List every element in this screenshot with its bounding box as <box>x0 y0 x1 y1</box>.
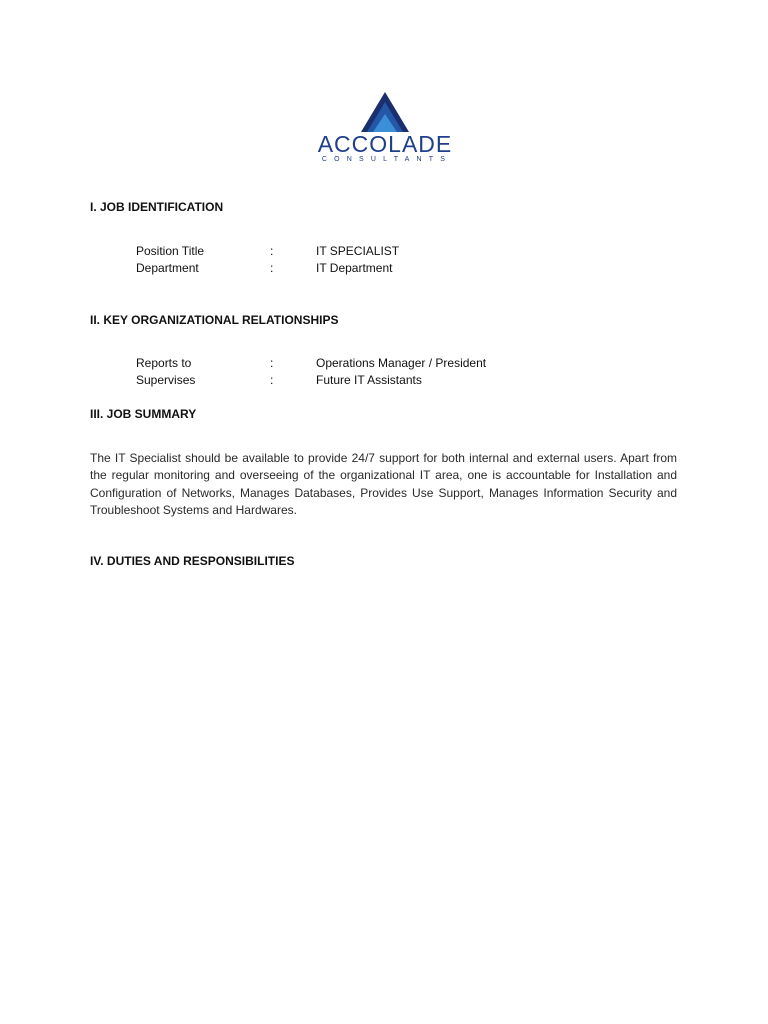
job-summary-paragraph: The IT Specialist should be available to provide 24/7 support for both internal and external users. Apart from the regular monitoring and overseeing of the organizational IT area, one is accountable for Installation and Configuration of Networks, Manages Databases, Provides Use Support, Manages Information Security and Troubleshoot Systems and Hardwares. <box>90 451 677 517</box>
field-row-reports-to <box>136 356 656 370</box>
logo-subtitle: CONSULTANTS <box>321 156 453 163</box>
field-value: Operations Manager / President <box>316 356 487 370</box>
field-label: Department <box>136 261 199 275</box>
field-value: IT SPECIALIST <box>316 244 400 258</box>
field-label: Supervises <box>136 373 196 387</box>
field-separator: : <box>270 261 274 275</box>
field-separator: : <box>270 356 274 370</box>
field-separator: : <box>270 244 274 258</box>
field-row-position-title <box>136 244 656 258</box>
field-separator: : <box>270 373 274 387</box>
section-heading-relationships: II. KEY ORGANIZATIONAL RELATIONSHIPS <box>90 313 339 327</box>
field-label: Position Title <box>136 244 205 258</box>
section-heading-job-summary: III. JOB SUMMARY <box>90 407 197 421</box>
field-value: IT Department <box>316 261 393 275</box>
section-heading-duties: IV. DUTIES AND RESPONSIBILITIES <box>90 554 295 568</box>
field-value: Future IT Assistants <box>316 373 422 387</box>
field-row-department <box>136 261 656 275</box>
section-heading-job-identification: I. JOB IDENTIFICATION <box>90 200 224 214</box>
accolade-logo-icon <box>357 92 413 134</box>
field-label: Reports to <box>136 356 192 370</box>
field-row-supervises <box>136 373 656 387</box>
logo-wordmark: ACCOLADE <box>317 131 453 157</box>
company-logo <box>312 92 458 164</box>
